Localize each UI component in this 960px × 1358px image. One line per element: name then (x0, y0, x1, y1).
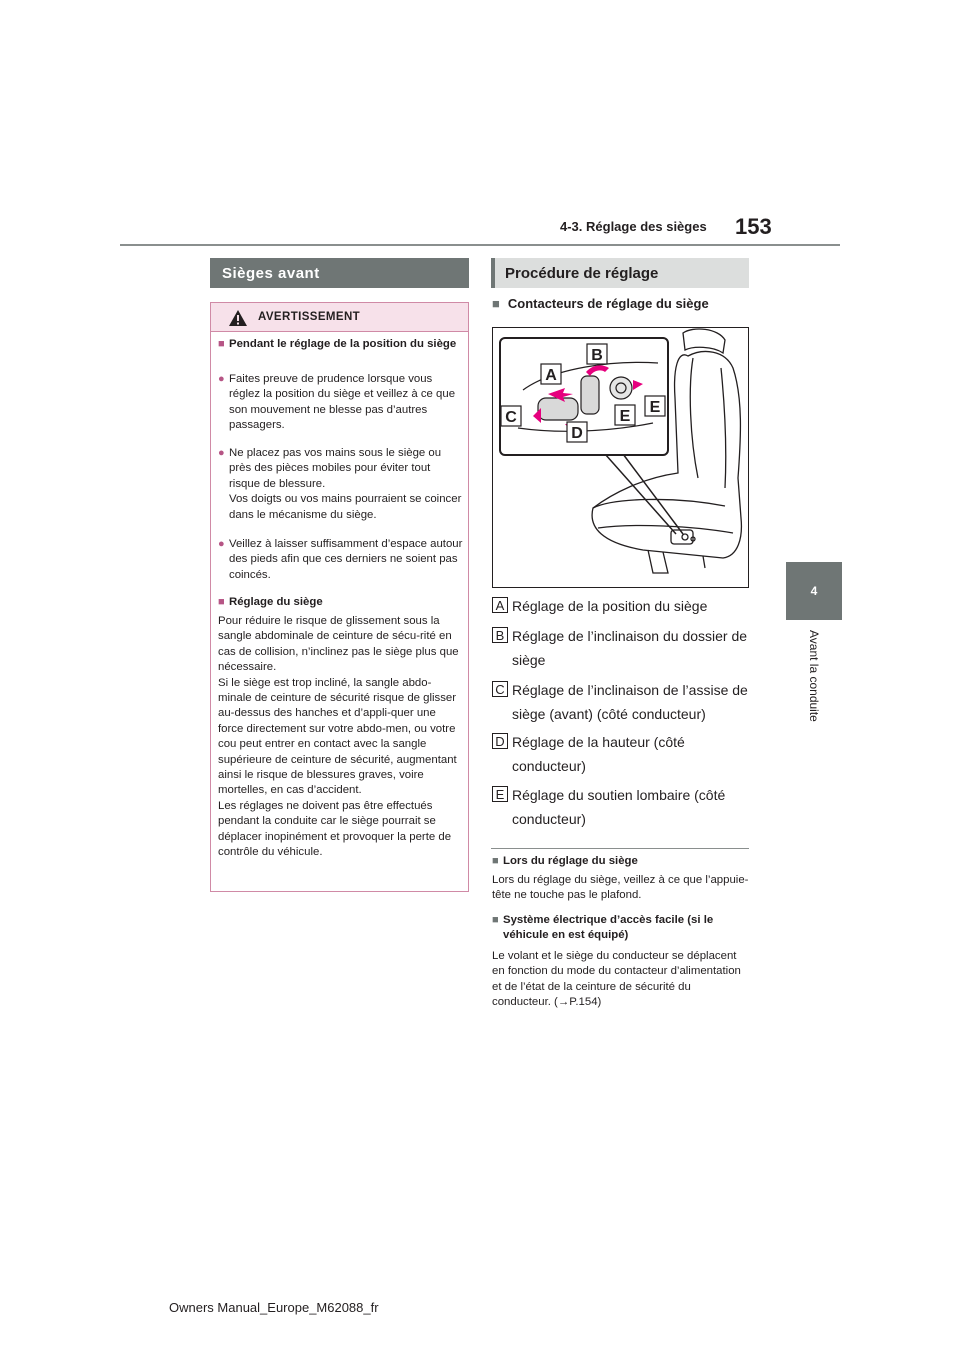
adjustment-item-c: C Réglage de l’inclinaison de l’assise de siège (avant) (côté conducteur) (492, 678, 752, 726)
round-bullet-icon: ● (218, 447, 225, 459)
warning-bullet-2: ● Ne placez pas vos mains sous le siège ou près des pièces mobiles pour éviter tout risque de blessure. Vos doigts ou vos mains pourraient se coincer dans le mécanisme du siège. (218, 447, 462, 521)
chapter-number: 4 (810, 584, 818, 598)
letter-box: A (492, 597, 508, 613)
seat-switch-illustration (492, 327, 749, 588)
label-b: B (591, 347, 603, 364)
note-text-1: Lors du réglage du siège, veillez à ce que l’appuie-tête ne touche pas le plafond. (492, 874, 749, 902)
adjustment-item-d: D Réglage de la hauteur (côté conducteur) (492, 730, 752, 778)
label-d: D (571, 425, 583, 442)
letter-box: C (492, 681, 508, 697)
seat-illustration-svg (493, 328, 748, 587)
label-c: C (505, 409, 517, 426)
callout-lines (605, 454, 683, 534)
note-heading-2: ■ Système électrique d’accès facile (si le véhicule en est équipé) (492, 914, 714, 942)
square-bullet-icon: ■ (218, 596, 225, 608)
round-bullet-icon: ● (218, 373, 225, 385)
warning-paragraph: Pour réduire le risque de glissement sous la sangle abdominale de ceinture de sécu-rité en cas de collision, n’inclinez pas le siège plus que nécessaire. Si le siège est trop incliné, la sangle abdo-minale de ceinture de sécurité risque de glisser au-dessus des hanches et d’appli-quer une force directement sur votre abdo-men, ou votre cou peut entrer en contact avec la sangle supérieure de ceinture de sécurité, augmentant ainsi le risque de blessures graves, voire mortelles, en cas d’accident. Les réglages ne doivent pas être effectués pendant la conduite car le siège pourrait se déplacer inopinément et provoquer la perte de contrôle du véhicule. (218, 615, 459, 859)
warning-bullet-1: ● Faites preuve de prudence lorsque vous réglez la position du siège et veillez à ce que son mouvement ne blesse pas d’autres passagers. (218, 373, 456, 432)
square-bullet-icon: ■ (492, 914, 499, 926)
warning-heading-2: ■ Réglage du siège (218, 595, 463, 610)
right-section-title: Procédure de réglage (491, 258, 749, 288)
letter-box: E (492, 786, 508, 802)
header-rule (120, 244, 840, 246)
note-text-2: Le volant et le siège du conducteur se déplacent en fonction du mode du contacteur d’alimentation et de l’état de la ceinture de sécurité du conducteur. (→P.154) (492, 950, 741, 1009)
subheading: ■ Contacteurs de réglage du siège (492, 296, 709, 311)
chapter-title: Avant la conduite (807, 630, 821, 722)
chapter-tab (786, 562, 842, 620)
adjustment-item-a: A Réglage de la position du siège (492, 594, 752, 618)
chapter-side-label (805, 630, 823, 740)
warning-heading-1: ■ Pendant le réglage de la position du siège (218, 337, 463, 352)
square-bullet-icon: ■ (492, 855, 499, 867)
square-bullet-icon: ■ (218, 338, 225, 350)
page-number: 153 (735, 214, 772, 239)
letter-box: B (492, 627, 508, 643)
adjustment-item-e: E Réglage du soutien lombaire (côté conducteur) (492, 783, 752, 831)
warning-header-divider (211, 331, 468, 332)
square-bullet-icon: ■ (492, 296, 500, 311)
label-a: A (545, 367, 557, 384)
note-heading-1: ■ Lors du réglage du siège (492, 854, 750, 869)
warning-bullet-3: ● Veillez à laisser suffisamment d’espace autour des pieds afin que ces derniers ne soient pas coincés. (218, 538, 463, 581)
notes-divider (491, 848, 749, 849)
footer-text: Owners Manual_Europe_M62088_fr (169, 1300, 379, 1315)
left-section-title: Sièges avant (210, 258, 469, 288)
warning-title: AVERTISSEMENT (258, 311, 361, 323)
warning-triangle-icon (228, 309, 248, 327)
label-e-2: E (649, 399, 661, 416)
round-bullet-icon: ● (218, 538, 225, 550)
label-e: E (619, 408, 631, 425)
section-title: 4-3. Réglage des sièges (560, 219, 707, 234)
letter-box: D (492, 733, 508, 749)
adjustment-item-b: B Réglage de l’inclinaison du dossier de siège (492, 624, 752, 672)
